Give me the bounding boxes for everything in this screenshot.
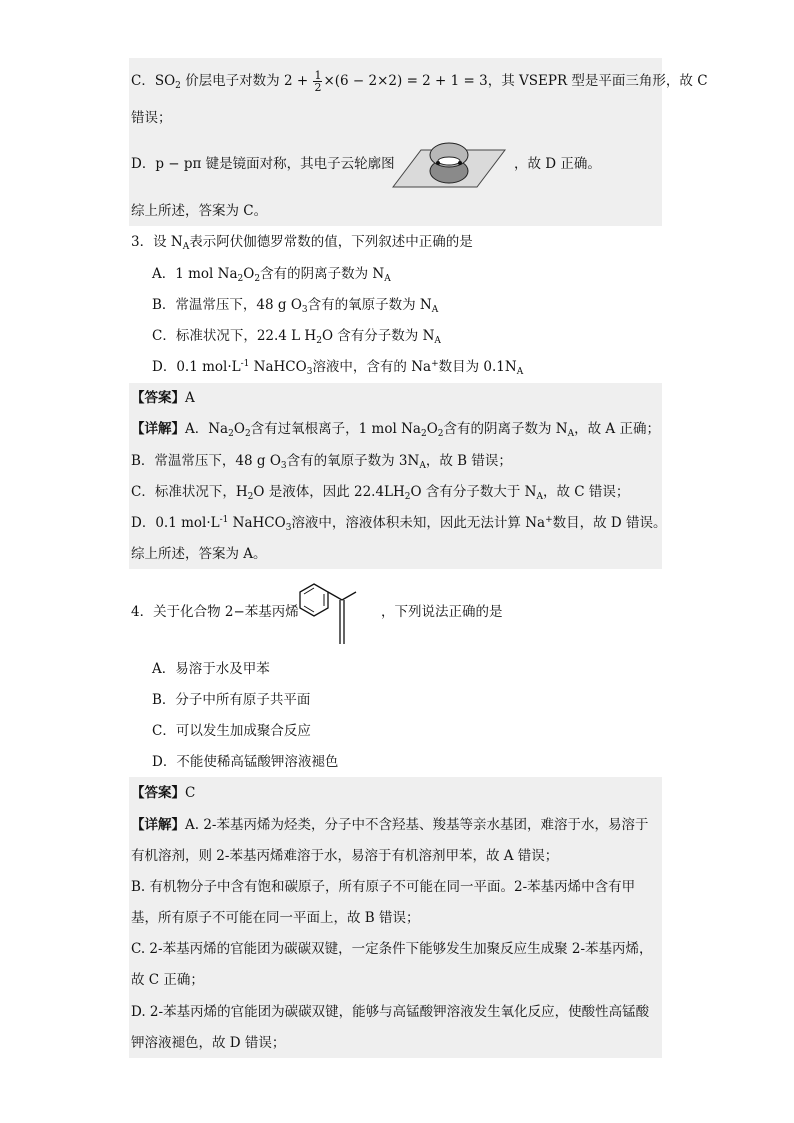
- q4-detail-c-line1: C. 2-苯基丙烯的官能团为碳碳双键，一定条件下能够发生加聚反应生成聚 2-苯基丙烯，: [131, 941, 653, 957]
- q3-stem: 3．设 $N_A$表示阿伏伽德罗常数的值，下列叙述中正确的是: [131, 234, 473, 252]
- q2-summary: 综上所述，答案为 C。: [131, 203, 268, 219]
- q2-option-d-tail: ，故 D 正确。: [514, 156, 601, 172]
- pp-pi-bond-electron-cloud-figure: [391, 138, 507, 190]
- q3-option-b: B．常温常压下，48 g $O_3$含有的氧原子数为 $N_A$: [152, 297, 439, 315]
- q3-option-d: D．0.1 $mol\cdot L^{-1}$ NaHCO$_3$溶液中，含有的 Na+数目为 $0.1N_A$: [152, 359, 524, 377]
- q2-option-c-line1: C．$SO_2$ 价层电子对数为 2 + $\frac{1}{2}$ ×(6 − 2×2) = 2 + 1 = 3，其 VSEPR 型是平面三角形，故 C: [131, 69, 708, 94]
- q4-option-a: A．易溶于水及甲苯: [152, 661, 270, 677]
- q4-option-c: C．可以发生加成聚合反应: [152, 723, 311, 739]
- q4-detail-c-line2: 故 C 正确；: [131, 972, 204, 988]
- q4-detail-b-line1: B. 有机物分子中含有饱和碳原子，所有原子不可能在同一平面。2-苯基丙烯中含有甲: [131, 879, 636, 895]
- q3-answer: 【答案】A: [131, 390, 195, 406]
- q4-answer: 【答案】C: [131, 785, 196, 801]
- 2-phenylpropene-structure: [297, 576, 379, 648]
- q4-option-d: D．不能使稀高锰酸钾溶液褪色: [152, 754, 339, 770]
- q4-option-b: B．分子中所有原子共平面: [152, 692, 311, 708]
- shade-q3-answer: [129, 383, 662, 569]
- q2-option-c-line2: 错误；: [131, 110, 172, 126]
- q3-option-c: C．标准状况下，22.4 L $H_2O$ 含有分子数为 $N_A$: [152, 328, 441, 346]
- q4-detail-a-line2: 有机溶剂，则 2-苯基丙烯难溶于水，易溶于有机溶剂甲苯，故 A 错误；: [131, 848, 559, 864]
- q3-option-a: A．1 mol $Na_2O_2$含有的阴离子数为 $N_A$: [152, 266, 391, 284]
- q4-stem-b: ，下列说法正确的是: [381, 604, 503, 620]
- fraction-half: $\frac{1}{2}$: [314, 69, 322, 94]
- q3-detail-d: D．0.1 $mol\cdot L^{-1}$ NaHCO$_3$溶液中，溶液体积未知，因此无法计算 Na+数目，故 D 错误。: [131, 515, 667, 533]
- q2-option-d-line: D．p − pπ 键是镜面对称，其电子云轮廓图: [131, 156, 395, 172]
- q3-detail-b: B．常温常压下，48 g $O_3$含有的氧原子数为 $3N_A$，故 B 错误；: [131, 453, 512, 471]
- q4-detail-d-line1: D. 2-苯基丙烯的官能团为碳碳双键，能够与高锰酸钾溶液发生氧化反应，使酸性高锰酸: [131, 1004, 650, 1020]
- q4-detail-d-line2: 钾溶液褪色，故 D 错误；: [131, 1035, 286, 1051]
- q3-detail-a: 【详解】A．$Na_2O_2$含有过氧根离子，1 mol $Na_2O_2$含有的阴离子数为 $N_A$，故 A 正确；: [131, 421, 660, 439]
- q4-stem-a: 4．关于化合物 2−苯基丙烯: [131, 604, 299, 620]
- q3-summary: 综上所述，答案为 A。: [131, 546, 267, 562]
- q4-detail-b-line2: 基，所有原子不可能在同一平面上，故 B 错误；: [131, 910, 420, 926]
- q4-detail-a-line1: 【详解】A. 2-苯基丙烯为烃类，分子中不含羟基、羧基等亲水基团，难溶于水，易溶于: [131, 817, 649, 833]
- q3-detail-c: C．标准状况下，$H_2O$ 是液体，因此 $22.4LH_2O$ 含有分子数大于 $N_A$，故 C 错误；: [131, 484, 630, 502]
